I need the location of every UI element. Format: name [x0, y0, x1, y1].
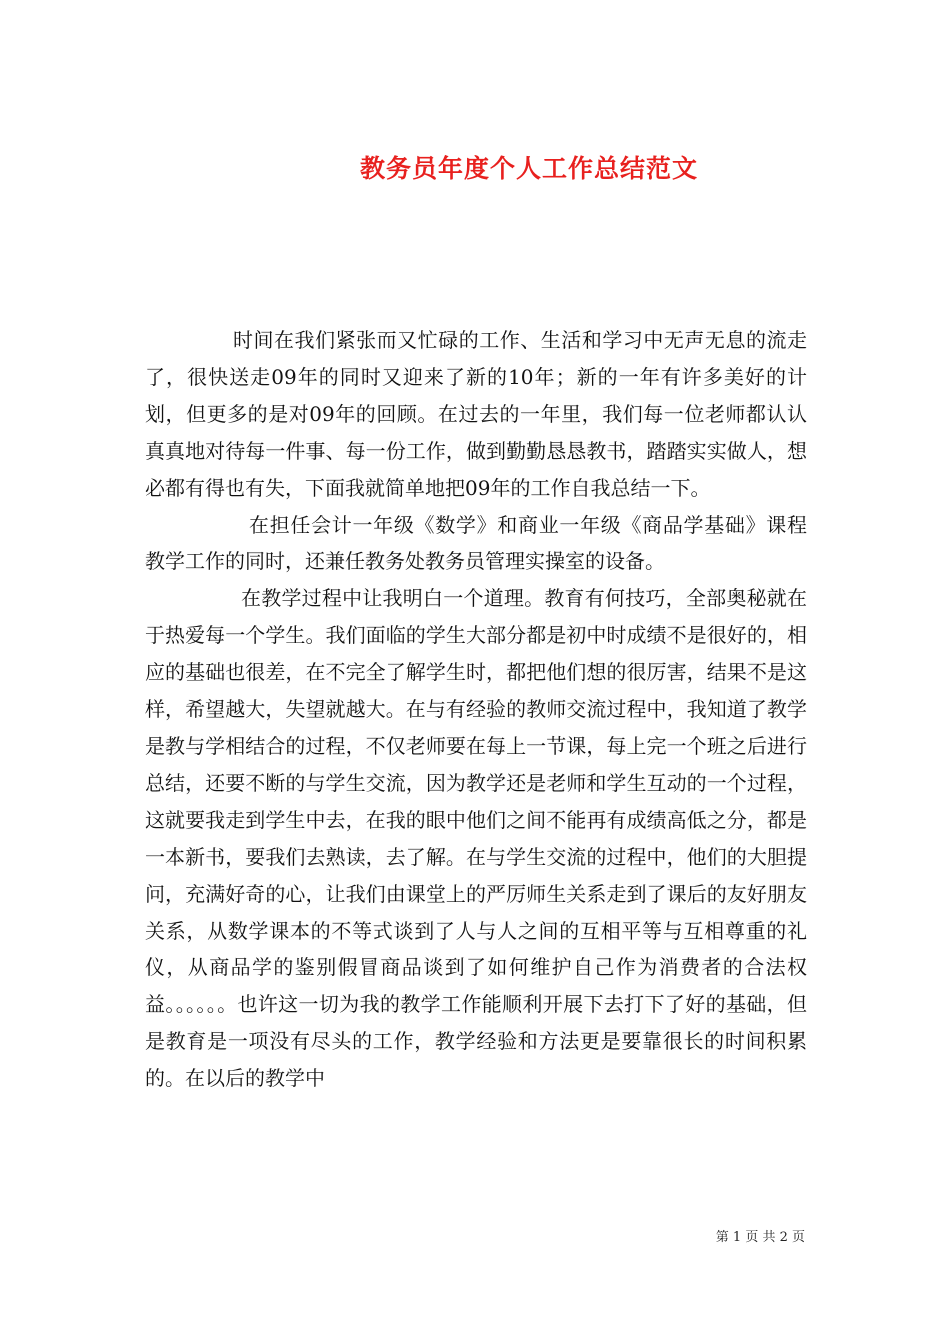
page-number-footer: 第 1 页 共 2 页 [715, 1230, 805, 1245]
paragraph-intro: 时间在我们紧张而又忙碌的工作、生活和学习中无声无息的流走了，很快送走09年的同时又迎来了新的10年；新的一年有许多美好的计划，但更多的是对09年的回顾。在过去的一年里，我们每一位老师都认认真真地对待每一件事、每一份工作，做到勤勤恳恳教书，踏踏实实做人，想必都有得也有失，下面我就简单地把09年的工作自我总结一下。 [145, 328, 807, 500]
document-body [145, 322, 807, 1097]
page-title: 教务员年度个人工作总结范文 [359, 153, 698, 183]
paragraph-duties: 在担任会计一年级《数学》和商业一年级《商品学基础》课程教学工作的同时，还兼任教务处教务员管理实操室的设备。 [145, 512, 807, 574]
paragraph-teaching: 在教学过程中让我明白一个道理。教育有何技巧，全部奥秘就在于热爱每一个学生。我们面临的学生大部分都是初中时成绩不是很好的，相应的基础也很差，在不完全了解学生时，都把他们想的很厉害，结果不是这样，希望越大，失望就越大。在与有经验的教师交流过程中，我知道了教学是教与学相结合的过程，不仅老师要在每上一节课，每上完一个班之后进行总结，还要不断的与学生交流，因为教学还是老师和学生互动的一个过程，这就要我走到学生中去，在我的眼中他们之间不能再有成绩高低之分，都是一本新书，要我们去熟读，去了解。在与学生交流的过程中，他们的大胆提问，充满好奇的心，让我们由课堂上的严厉师生关系走到了课后的友好朋友关系，从数学课本的不等式谈到了人与人之间的互相平等与互相尊重的礼仪，从商品学的鉴别假冒商品谈到了如何维护自己作为消费者的合法权益。。。。。。也许这一切为我的教学工作能顺利开展下去打下了好的基础，但是教育是一项没有尽头的工作，教学经验和方法更是要靠很长的时间积累的。在以后的教学中 [145, 586, 807, 1091]
